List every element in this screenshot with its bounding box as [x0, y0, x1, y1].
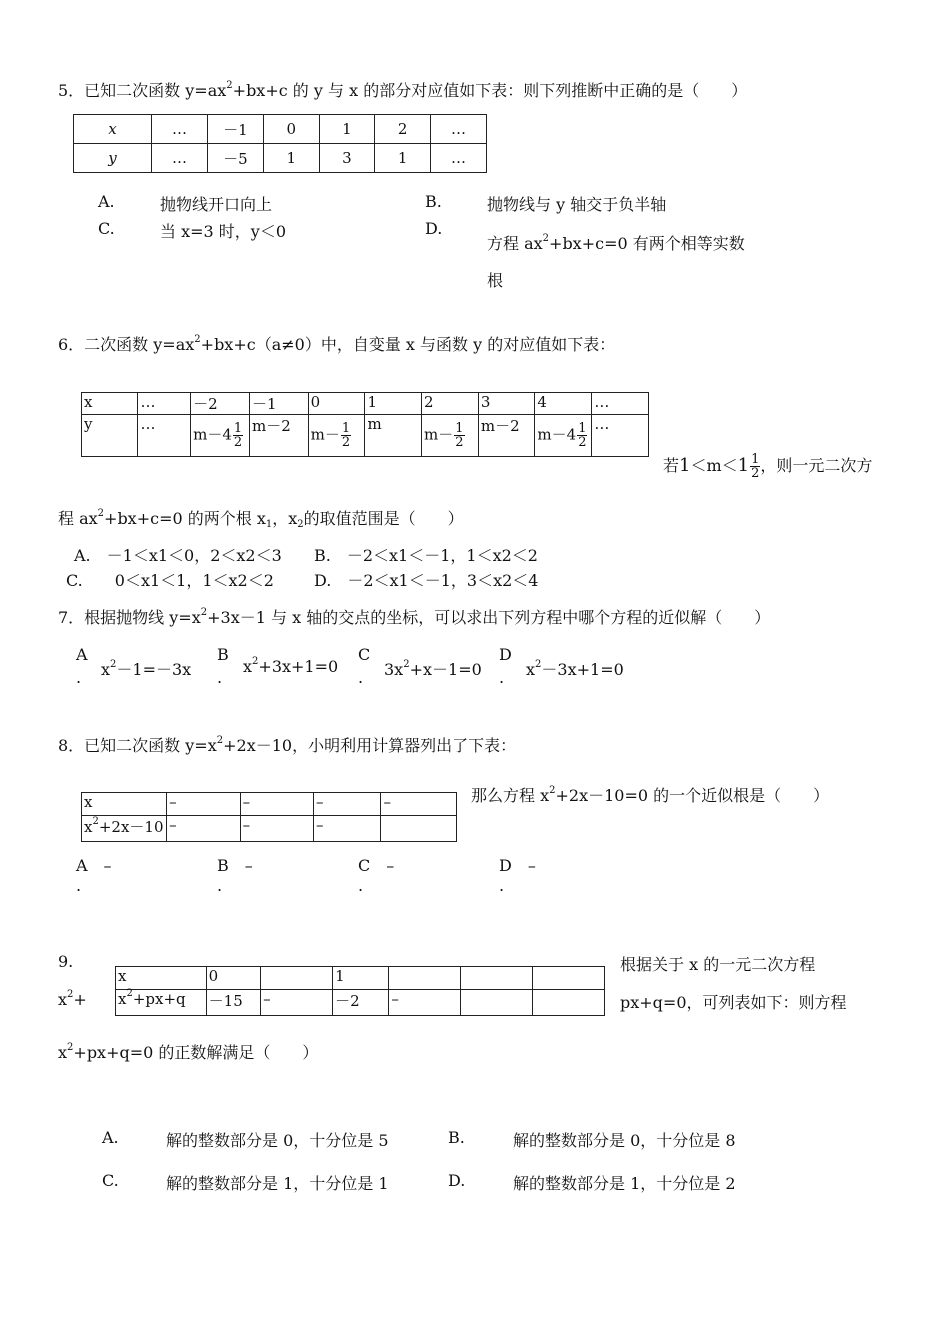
- table-row: x … －2 －1 0 1 2 3 4 …: [82, 393, 649, 415]
- q5-option-d-cont: 根: [487, 271, 504, 290]
- q6-option-c: C. 0＜x1＜1，1＜x2＜2: [66, 571, 274, 590]
- table-row: x 0 1: [116, 967, 605, 990]
- q6-stem: 6．二次函数 $y=ax^2+bx+c(a\ne 0)$中，自变量 x 与函数 y 的对应值如下表：: [58, 334, 616, 354]
- q9-side-text-1: 根据关于 x 的一元二次方程: [620, 955, 816, 974]
- cell-m-minus-4-half: m－4 $\frac{1}{2}$: [535, 415, 592, 457]
- q6-option-d: D. －2＜x1＜－1，3＜x2＜4: [314, 571, 539, 590]
- q9-option-b: 解的整数部分是 0，十分位是 8: [513, 1131, 736, 1150]
- cell-m-minus-half: m－ $\frac{1}{2}$: [421, 415, 478, 457]
- q8-option-d: D –: [499, 856, 536, 875]
- q8-option-b: B –: [217, 856, 253, 875]
- table-row: x – – – –: [82, 793, 457, 816]
- q6-table: [81, 392, 649, 457]
- q7-stem: 7．根据抛物线 $y=x^2+3x-1$ 与 x 轴的交点的坐标，可以求出下列方程中哪个方程的近似解（ ）: [58, 607, 771, 627]
- q7-option-b: $x^2+3x+1=0$: [243, 656, 339, 676]
- q5-option-a-label: A.: [98, 192, 115, 211]
- table-row: $x^2+2x-10$ – – –: [82, 816, 457, 842]
- q7-option-a-dot: .: [76, 668, 82, 687]
- q9-option-d-label: D.: [448, 1171, 466, 1190]
- q8-option-a-dot: .: [76, 876, 82, 895]
- q9-option-b-label: B.: [448, 1128, 465, 1147]
- q9-option-a-label: A.: [102, 1128, 119, 1147]
- table-row: x … －1 0 1 2 …: [74, 115, 487, 144]
- q8-option-a: A –: [76, 856, 112, 875]
- table-row: y … m－4 $\frac{1}{2}$ m－2 m－ $\frac{1}{2}$ m m－ $\frac{1}{2}$ m－2 m－4 $\frac{1}{2}$ …: [82, 415, 649, 457]
- q7-option-b-label: B: [217, 645, 229, 664]
- q7-option-c: $3x^2+x-1=0$: [384, 659, 482, 679]
- q7-option-c-label: C: [358, 645, 371, 664]
- q5-option-d: 方程 $ax^2+bx+c=0$ 有两个相等实数: [487, 233, 745, 253]
- q8-option-b-dot: .: [217, 876, 223, 895]
- q9-option-c: 解的整数部分是 1，十分位是 1: [166, 1174, 389, 1193]
- q8-option-c-dot: .: [358, 876, 364, 895]
- q8-question: 那么方程 $x^2+2x-10=0$ 的一个近似根是（ ）: [471, 785, 830, 805]
- q9-option-d: 解的整数部分是 1，十分位是 2: [513, 1174, 736, 1193]
- q8-option-c: C –: [358, 856, 395, 875]
- q6-stem-line2: 程 $ax^2+bx+c=0$ 的两个根 $x_1$，$x_2$的取值范围是（ ）: [58, 508, 464, 530]
- q5-option-c-label: C.: [98, 219, 115, 238]
- q6-condition: 若1＜m＜1 $\frac{1}{2}$ ，则一元二次方: [663, 452, 873, 481]
- q9-table: [115, 966, 605, 1016]
- q5-option-b: 抛物线与 y 轴交于负半轴: [487, 195, 667, 214]
- q8-option-d-dot: .: [499, 876, 505, 895]
- cell-m-minus-4-half: m－4 $\frac{1}{2}$: [191, 415, 250, 457]
- cell-m-minus-half: m－ $\frac{1}{2}$: [308, 415, 365, 457]
- q7-option-d-dot: .: [499, 668, 505, 687]
- q5-option-d-label: D.: [425, 219, 443, 238]
- q7-option-a-label: A: [76, 645, 88, 664]
- q5-option-a: 抛物线开口向上: [160, 195, 273, 214]
- q9-number: 9.: [58, 952, 74, 971]
- q9-left-expr: $x^2+$: [58, 989, 87, 1009]
- q8-stem: 8．已知二次函数 $y=x^2+2x-10$，小明利用计算器列出了下表：: [58, 735, 517, 755]
- q9-option-a: 解的整数部分是 0，十分位是 5: [166, 1131, 389, 1150]
- q7-option-a: $x^2-1=-3x$: [101, 659, 192, 679]
- q7-option-c-dot: .: [358, 668, 364, 687]
- q7-option-d: $x^2-3x+1=0$: [526, 659, 624, 679]
- table-row: $x^2+px+q$ －15 – －2 –: [116, 990, 605, 1016]
- q5-option-b-label: B.: [425, 192, 442, 211]
- table-row: y … －5 1 3 1 …: [74, 144, 487, 173]
- q7-option-b-dot: .: [217, 668, 223, 687]
- q5-table: [73, 114, 487, 173]
- q6-option-b: B. －2＜x1＜－1，1＜x2＜2: [314, 546, 538, 565]
- q7-option-d-label: D: [499, 645, 512, 664]
- q9-stem-line2: $x^2+px+q=0$ 的正数解满足（ ）: [58, 1042, 319, 1062]
- q6-option-a: A. －1＜x1＜0，2＜x2＜3: [74, 546, 282, 565]
- q8-table: [81, 792, 457, 842]
- q9-option-c-label: C.: [102, 1171, 119, 1190]
- q5-stem: 5．已知二次函数 $y=ax^2+bx+c$ 的 y 与 x 的部分对应值如下表：则下列推断中正确的是（ ）: [58, 80, 748, 100]
- q9-side-text-2: px+q=0，可列表如下：则方程: [620, 993, 847, 1012]
- q5-option-c: 当 x=3 时，y＜0: [160, 222, 287, 241]
